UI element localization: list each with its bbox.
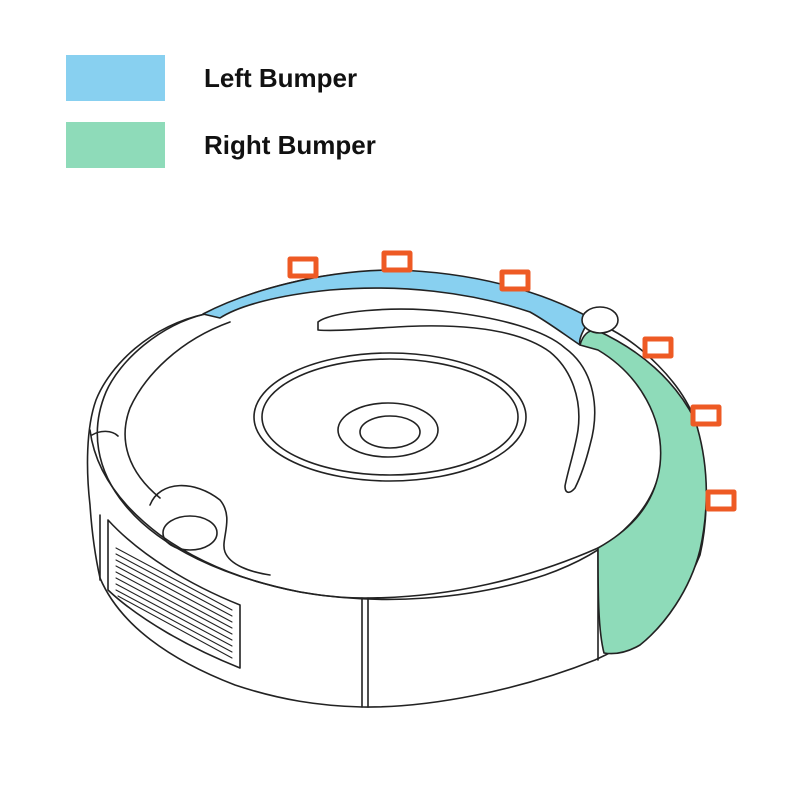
sensor-marker-2: [384, 253, 410, 270]
sensor-marker-5: [693, 407, 719, 424]
sensor-marker-3: [502, 272, 528, 289]
sensor-marker-6: [708, 492, 734, 509]
left-bumper-label: Left Bumper: [204, 62, 358, 93]
sensor-marker-4: [645, 339, 671, 356]
front-sensor-bulb: [582, 307, 618, 333]
sensor-marker-1: [290, 259, 316, 276]
right-bumper-label: Right Bumper: [204, 129, 376, 160]
